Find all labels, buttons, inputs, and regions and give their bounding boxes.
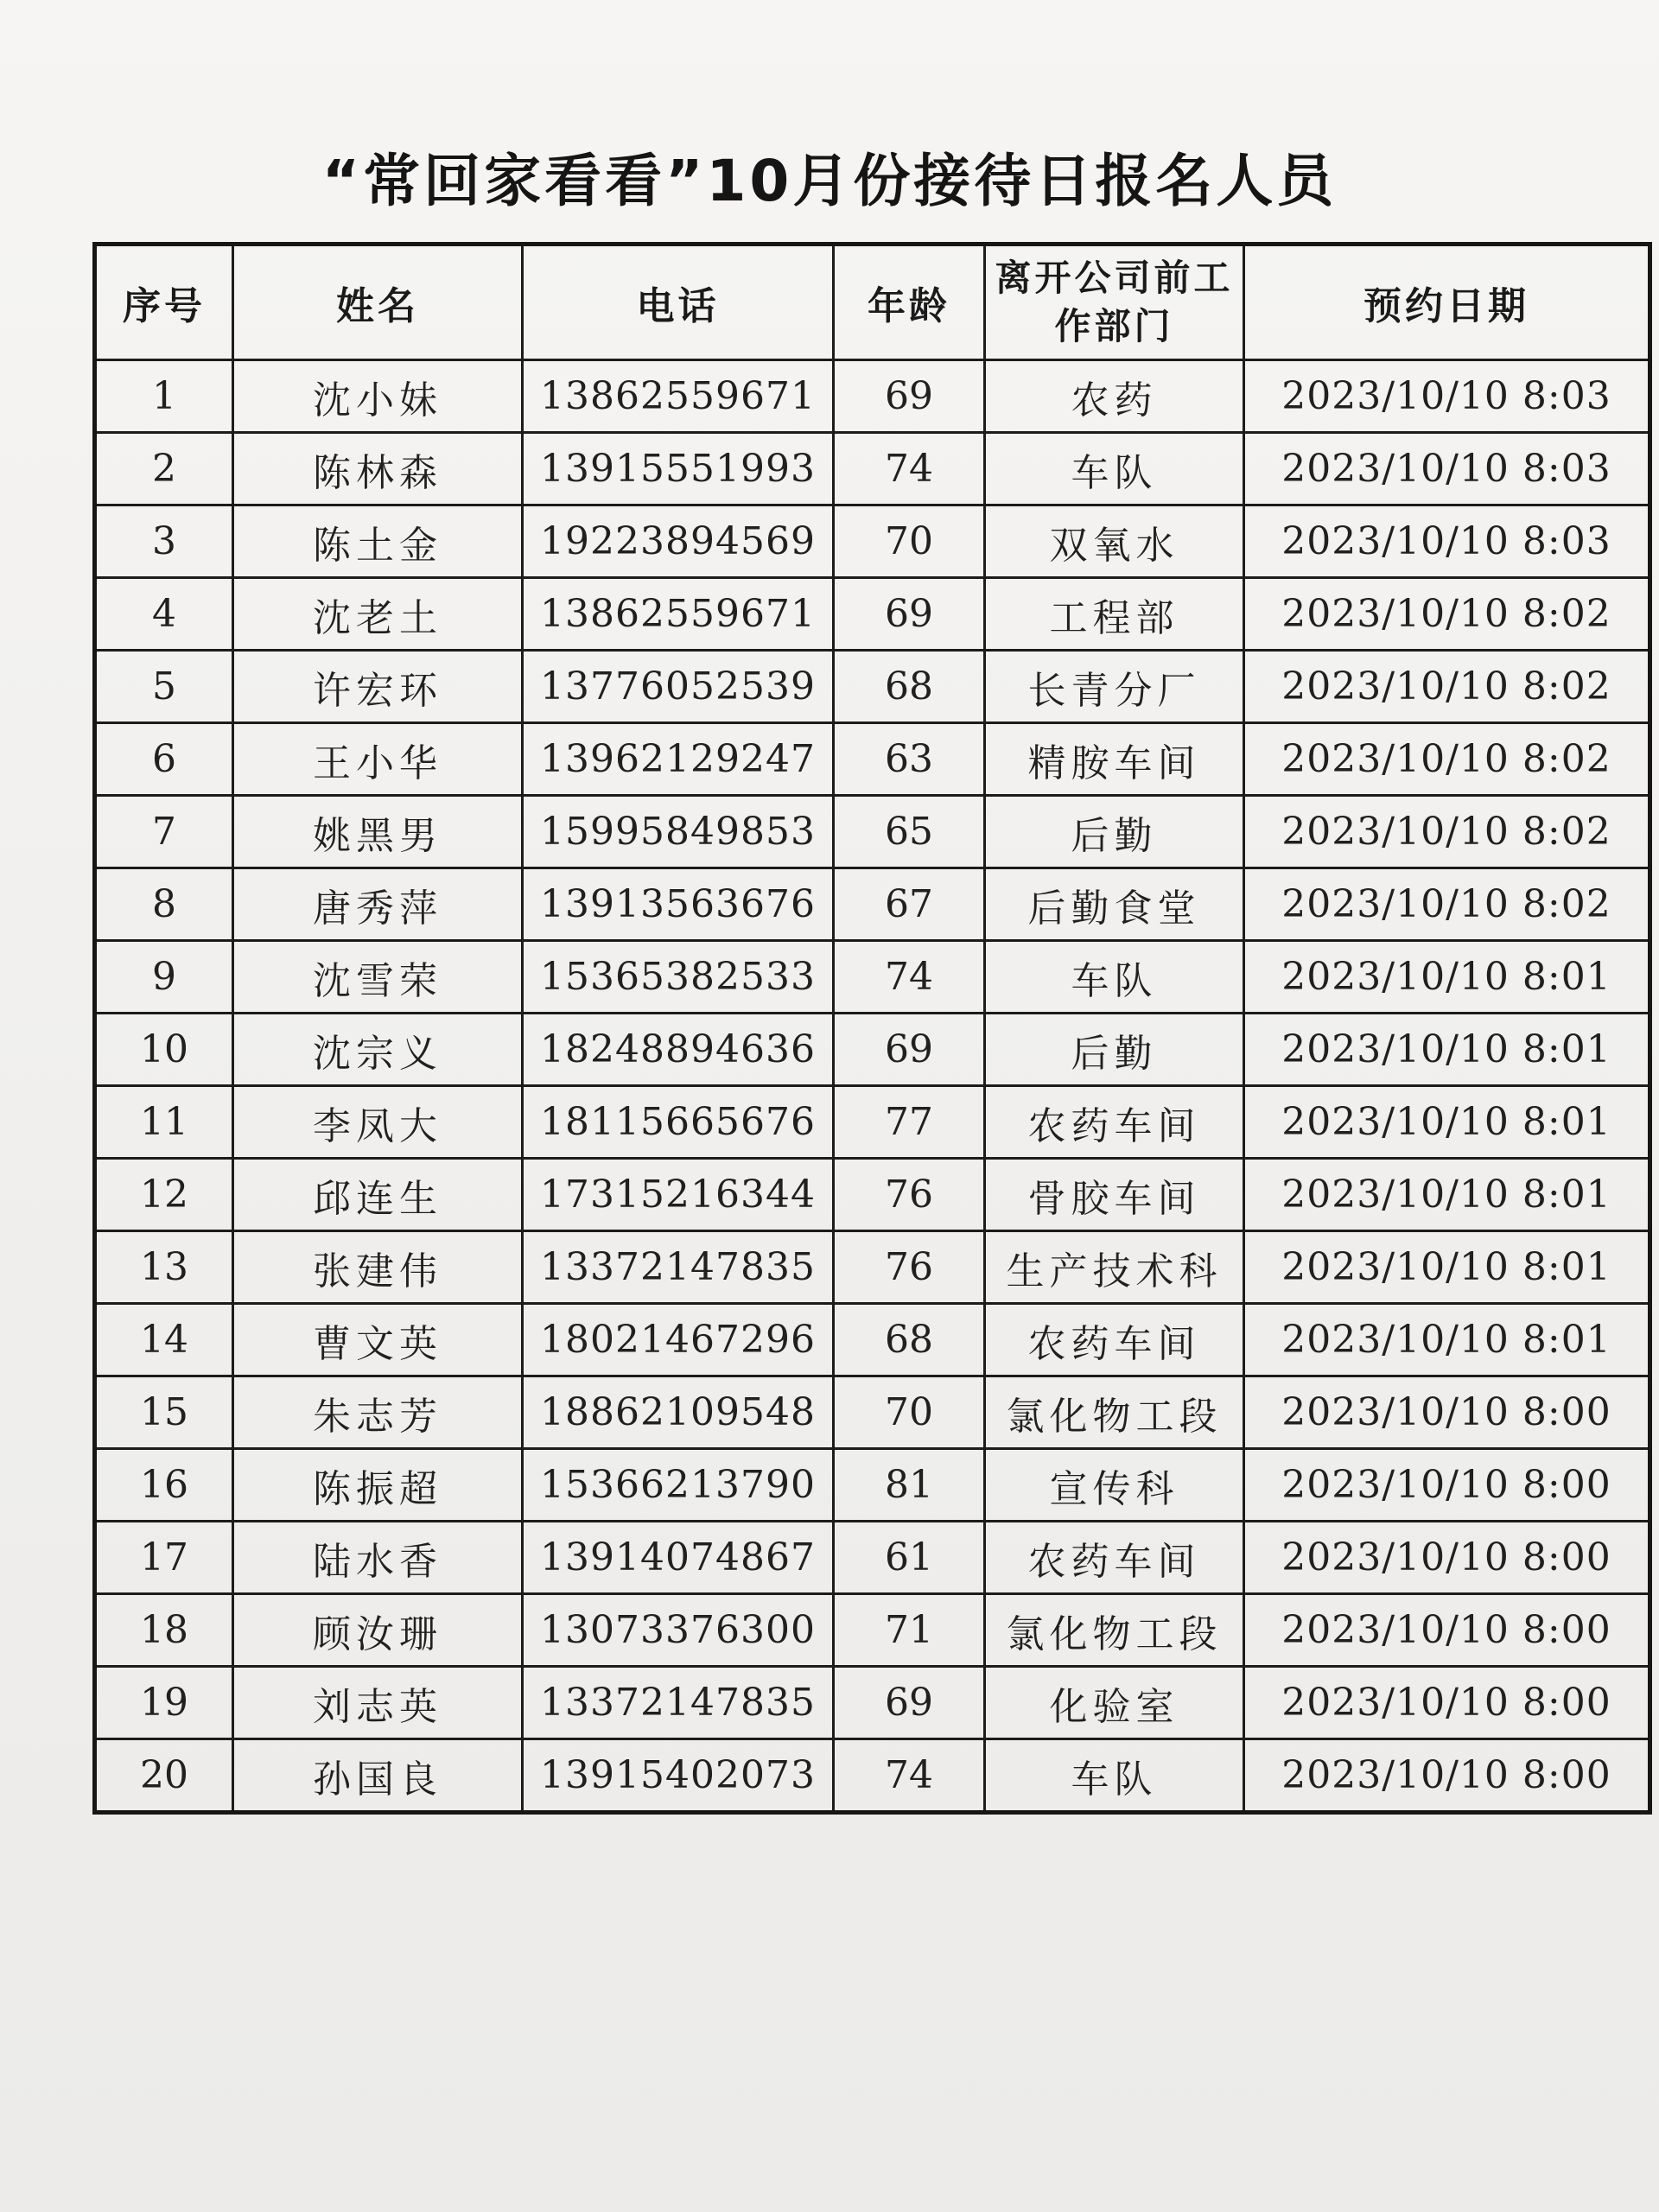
cell-dept: 农药车间 bbox=[985, 1086, 1244, 1159]
cell-dept: 车队 bbox=[985, 433, 1244, 505]
cell-dept: 骨胶车间 bbox=[985, 1159, 1244, 1231]
cell-date: 2023/10/10 8:01 bbox=[1244, 1231, 1650, 1304]
cell-no: 1 bbox=[95, 360, 233, 433]
cell-name: 陈振超 bbox=[233, 1449, 523, 1522]
cell-age: 68 bbox=[834, 651, 985, 723]
cell-age: 81 bbox=[834, 1449, 985, 1522]
cell-no: 19 bbox=[95, 1667, 233, 1739]
cell-phone: 18021467296 bbox=[523, 1304, 834, 1376]
header-age: 年龄 bbox=[834, 245, 985, 360]
cell-dept: 化验室 bbox=[985, 1667, 1244, 1739]
cell-name: 许宏环 bbox=[233, 651, 523, 723]
cell-date: 2023/10/10 8:03 bbox=[1244, 433, 1650, 505]
cell-dept: 农药 bbox=[985, 360, 1244, 433]
cell-no: 13 bbox=[95, 1231, 233, 1304]
table-row bbox=[95, 1522, 1650, 1594]
cell-no: 20 bbox=[95, 1739, 233, 1813]
table-row bbox=[95, 651, 1650, 723]
cell-dept: 车队 bbox=[985, 941, 1244, 1014]
cell-phone: 13915402073 bbox=[523, 1739, 834, 1813]
cell-age: 69 bbox=[834, 1014, 985, 1086]
cell-phone: 18115665676 bbox=[523, 1086, 834, 1159]
cell-no: 7 bbox=[95, 796, 233, 868]
table-row bbox=[95, 1014, 1650, 1086]
cell-dept: 长青分厂 bbox=[985, 651, 1244, 723]
header-dept: 离开公司前工作部门 bbox=[985, 245, 1244, 360]
cell-phone: 13914074867 bbox=[523, 1522, 834, 1594]
cell-age: 65 bbox=[834, 796, 985, 868]
cell-name: 刘志英 bbox=[233, 1667, 523, 1739]
cell-age: 68 bbox=[834, 1304, 985, 1376]
cell-date: 2023/10/10 8:01 bbox=[1244, 1304, 1650, 1376]
cell-name: 陈林森 bbox=[233, 433, 523, 505]
cell-date: 2023/10/10 8:01 bbox=[1244, 1014, 1650, 1086]
cell-age: 71 bbox=[834, 1594, 985, 1667]
cell-phone: 15366213790 bbox=[523, 1449, 834, 1522]
cell-no: 17 bbox=[95, 1522, 233, 1594]
cell-dept: 生产技术科 bbox=[985, 1231, 1244, 1304]
table-row bbox=[95, 796, 1650, 868]
cell-dept: 精胺车间 bbox=[985, 723, 1244, 796]
cell-age: 69 bbox=[834, 360, 985, 433]
cell-phone: 18248894636 bbox=[523, 1014, 834, 1086]
cell-no: 4 bbox=[95, 578, 233, 651]
cell-phone: 13962129247 bbox=[523, 723, 834, 796]
cell-date: 2023/10/10 8:00 bbox=[1244, 1522, 1650, 1594]
cell-date: 2023/10/10 8:01 bbox=[1244, 941, 1650, 1014]
registration-table bbox=[92, 242, 1652, 1815]
cell-name: 曹文英 bbox=[233, 1304, 523, 1376]
cell-date: 2023/10/10 8:00 bbox=[1244, 1667, 1650, 1739]
cell-dept: 氯化物工段 bbox=[985, 1594, 1244, 1667]
cell-dept: 工程部 bbox=[985, 578, 1244, 651]
cell-date: 2023/10/10 8:01 bbox=[1244, 1086, 1650, 1159]
cell-age: 74 bbox=[834, 941, 985, 1014]
cell-phone: 13862559671 bbox=[523, 360, 834, 433]
table-row bbox=[95, 1376, 1650, 1449]
cell-age: 70 bbox=[834, 505, 985, 578]
cell-name: 李凤大 bbox=[233, 1086, 523, 1159]
table-row bbox=[95, 1304, 1650, 1376]
cell-age: 76 bbox=[834, 1231, 985, 1304]
cell-name: 沈小妹 bbox=[233, 360, 523, 433]
cell-date: 2023/10/10 8:00 bbox=[1244, 1594, 1650, 1667]
cell-no: 3 bbox=[95, 505, 233, 578]
cell-age: 69 bbox=[834, 578, 985, 651]
cell-phone: 15365382533 bbox=[523, 941, 834, 1014]
document-title: “常回家看看”10月份接待日报名人员 bbox=[321, 148, 1338, 214]
header-phone: 电话 bbox=[523, 245, 834, 360]
cell-no: 14 bbox=[95, 1304, 233, 1376]
table-row bbox=[95, 433, 1650, 505]
cell-phone: 13073376300 bbox=[523, 1594, 834, 1667]
cell-no: 12 bbox=[95, 1159, 233, 1231]
cell-dept: 宣传科 bbox=[985, 1449, 1244, 1522]
cell-no: 18 bbox=[95, 1594, 233, 1667]
cell-no: 11 bbox=[95, 1086, 233, 1159]
cell-phone: 18862109548 bbox=[523, 1376, 834, 1449]
cell-name: 邱连生 bbox=[233, 1159, 523, 1231]
cell-phone: 13915551993 bbox=[523, 433, 834, 505]
cell-date: 2023/10/10 8:03 bbox=[1244, 360, 1650, 433]
cell-age: 76 bbox=[834, 1159, 985, 1231]
cell-phone: 13776052539 bbox=[523, 651, 834, 723]
cell-date: 2023/10/10 8:02 bbox=[1244, 796, 1650, 868]
table-row bbox=[95, 578, 1650, 651]
cell-age: 63 bbox=[834, 723, 985, 796]
cell-no: 16 bbox=[95, 1449, 233, 1522]
cell-date: 2023/10/10 8:00 bbox=[1244, 1376, 1650, 1449]
cell-date: 2023/10/10 8:02 bbox=[1244, 578, 1650, 651]
cell-no: 5 bbox=[95, 651, 233, 723]
cell-date: 2023/10/10 8:01 bbox=[1244, 1159, 1650, 1231]
cell-date: 2023/10/10 8:02 bbox=[1244, 723, 1650, 796]
cell-name: 唐秀萍 bbox=[233, 868, 523, 941]
cell-age: 61 bbox=[834, 1522, 985, 1594]
cell-date: 2023/10/10 8:00 bbox=[1244, 1739, 1650, 1813]
header-name: 姓名 bbox=[233, 245, 523, 360]
cell-phone: 13913563676 bbox=[523, 868, 834, 941]
cell-age: 69 bbox=[834, 1667, 985, 1739]
cell-dept: 农药车间 bbox=[985, 1304, 1244, 1376]
cell-phone: 17315216344 bbox=[523, 1159, 834, 1231]
table-row bbox=[95, 1159, 1650, 1231]
table-row bbox=[95, 505, 1650, 578]
cell-date: 2023/10/10 8:02 bbox=[1244, 651, 1650, 723]
cell-dept: 后勤食堂 bbox=[985, 868, 1244, 941]
cell-dept: 后勤 bbox=[985, 1014, 1244, 1086]
table-row bbox=[95, 723, 1650, 796]
table-row bbox=[95, 1231, 1650, 1304]
cell-date: 2023/10/10 8:02 bbox=[1244, 868, 1650, 941]
cell-no: 6 bbox=[95, 723, 233, 796]
header-no: 序号 bbox=[95, 245, 233, 360]
table-row bbox=[95, 1086, 1650, 1159]
cell-phone: 13372147835 bbox=[523, 1231, 834, 1304]
cell-dept: 后勤 bbox=[985, 796, 1244, 868]
cell-age: 74 bbox=[834, 433, 985, 505]
table-row bbox=[95, 868, 1650, 941]
cell-age: 70 bbox=[834, 1376, 985, 1449]
cell-no: 9 bbox=[95, 941, 233, 1014]
cell-dept: 氯化物工段 bbox=[985, 1376, 1244, 1449]
cell-name: 朱志芳 bbox=[233, 1376, 523, 1449]
table-row bbox=[95, 941, 1650, 1014]
cell-name: 陆水香 bbox=[233, 1522, 523, 1594]
cell-age: 77 bbox=[834, 1086, 985, 1159]
cell-no: 8 bbox=[95, 868, 233, 941]
cell-date: 2023/10/10 8:03 bbox=[1244, 505, 1650, 578]
cell-no: 10 bbox=[95, 1014, 233, 1086]
cell-name: 王小华 bbox=[233, 723, 523, 796]
cell-age: 67 bbox=[834, 868, 985, 941]
cell-no: 2 bbox=[95, 433, 233, 505]
cell-no: 15 bbox=[95, 1376, 233, 1449]
table-row bbox=[95, 360, 1650, 433]
header-date: 预约日期 bbox=[1244, 245, 1650, 360]
cell-name: 顾汝珊 bbox=[233, 1594, 523, 1667]
cell-age: 74 bbox=[834, 1739, 985, 1813]
cell-name: 姚黑男 bbox=[233, 796, 523, 868]
cell-name: 张建伟 bbox=[233, 1231, 523, 1304]
table-row bbox=[95, 1594, 1650, 1667]
table-header-row bbox=[95, 245, 1650, 360]
cell-phone: 13862559671 bbox=[523, 578, 834, 651]
table-row bbox=[95, 1449, 1650, 1522]
cell-dept: 车队 bbox=[985, 1739, 1244, 1813]
cell-name: 孙国良 bbox=[233, 1739, 523, 1813]
cell-dept: 双氧水 bbox=[985, 505, 1244, 578]
cell-phone: 15995849853 bbox=[523, 796, 834, 868]
table-row bbox=[95, 1667, 1650, 1739]
cell-name: 沈宗义 bbox=[233, 1014, 523, 1086]
cell-date: 2023/10/10 8:00 bbox=[1244, 1449, 1650, 1522]
table-row bbox=[95, 1739, 1650, 1813]
cell-dept: 农药车间 bbox=[985, 1522, 1244, 1594]
cell-name: 沈雪荣 bbox=[233, 941, 523, 1014]
cell-name: 沈老土 bbox=[233, 578, 523, 651]
cell-name: 陈土金 bbox=[233, 505, 523, 578]
table-body bbox=[95, 360, 1650, 1813]
cell-phone: 13372147835 bbox=[523, 1667, 834, 1739]
cell-phone: 19223894569 bbox=[523, 505, 834, 578]
